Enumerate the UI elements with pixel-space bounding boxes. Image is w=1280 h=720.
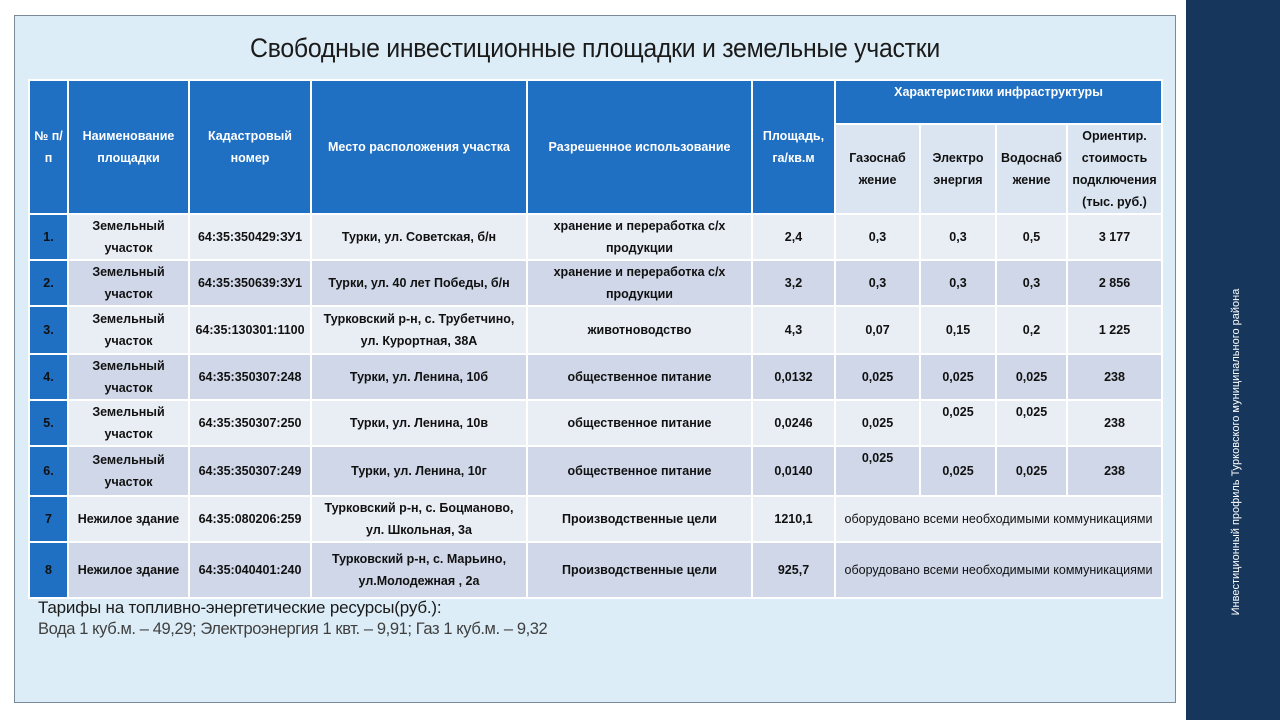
row-location: Турки, ул. Ленина, 10б [311, 354, 527, 400]
row-electricity: 0,15 [920, 306, 996, 354]
row-usage: общественное питание [527, 354, 752, 400]
header-cadastral: Кадастровый номер [189, 80, 311, 214]
row-usage: Производственные цели [527, 496, 752, 542]
row-cadastral: 64:35:130301:1100 [189, 306, 311, 354]
row-cost: 2 856 [1067, 260, 1162, 306]
row-area: 0,0246 [752, 400, 835, 446]
header-infra-group: Характеристики инфраструктуры [835, 80, 1162, 124]
row-name: Земельный участок [68, 354, 189, 400]
table-row [29, 354, 1162, 400]
table-row [29, 400, 1162, 446]
row-num: 4. [29, 354, 68, 400]
row-location: Турковский р-н, с. Трубетчино, ул. Курортная, 38А [311, 306, 527, 354]
row-name: Земельный участок [68, 214, 189, 260]
row-usage: Производственные цели [527, 542, 752, 598]
row-infra-note: оборудовано всеми необходимыми коммуникациями [835, 542, 1162, 598]
table-row [29, 446, 1162, 496]
row-usage: общественное питание [527, 446, 752, 496]
table-row [29, 542, 1162, 598]
header-location: Место расположения участка [311, 80, 527, 214]
row-area: 2,4 [752, 214, 835, 260]
row-usage: хранение и переработка с/х продукции [527, 214, 752, 260]
row-gas: 0,3 [835, 260, 920, 306]
row-infra-note: оборудовано всеми необходимыми коммуникациями [835, 496, 1162, 542]
row-name: Нежилое здание [68, 542, 189, 598]
row-num: 1. [29, 214, 68, 260]
row-water: 0,025 [996, 354, 1067, 400]
row-usage: общественное питание [527, 400, 752, 446]
header-electricity: Электро энергия [920, 124, 996, 214]
row-location: Турковский р-н, с. Боцманово, ул. Школьная, 3а [311, 496, 527, 542]
row-location: Турки, ул. Ленина, 10в [311, 400, 527, 446]
sites-table [28, 79, 1163, 599]
row-cost: 3 177 [1067, 214, 1162, 260]
table-row [29, 496, 1162, 542]
table-row [29, 260, 1162, 306]
row-area: 1210,1 [752, 496, 835, 542]
row-water: 0,3 [996, 260, 1067, 306]
row-cadastral: 64:35:350307:249 [189, 446, 311, 496]
row-cost: 238 [1067, 400, 1162, 446]
row-gas: 0,3 [835, 214, 920, 260]
tariffs-title: Тарифы на топливно-энергетические ресурсы(руб.): [38, 598, 442, 617]
row-location: Турки, ул. Ленина, 10г [311, 446, 527, 496]
header-name: Наименование площадки [68, 80, 189, 214]
row-gas: 0,025 [835, 446, 920, 496]
row-cost: 1 225 [1067, 306, 1162, 354]
row-cost: 238 [1067, 446, 1162, 496]
side-caption: Инвестиционный профиль Турковского муниципального района [1230, 288, 1242, 616]
tariffs-block [38, 598, 547, 639]
row-water: 0,025 [996, 400, 1067, 446]
row-cost: 238 [1067, 354, 1162, 400]
tariffs-values: Вода 1 куб.м. – 49,29; Электроэнергия 1 квт. – 9,91; Газ 1 куб.м. – 9,32 [38, 620, 548, 638]
row-electricity: 0,3 [920, 214, 996, 260]
row-area: 0,0140 [752, 446, 835, 496]
row-num: 6. [29, 446, 68, 496]
header-num: № п/п [29, 80, 68, 214]
row-cadastral: 64:35:350307:250 [189, 400, 311, 446]
row-gas: 0,025 [835, 400, 920, 446]
table-row [29, 306, 1162, 354]
row-water: 0,5 [996, 214, 1067, 260]
row-cadastral: 64:35:350429:ЗУ1 [189, 214, 311, 260]
table-row [29, 214, 1162, 260]
row-electricity: 0,025 [920, 446, 996, 496]
row-num: 2. [29, 260, 68, 306]
row-name: Земельный участок [68, 306, 189, 354]
row-water: 0,2 [996, 306, 1067, 354]
row-cadastral: 64:35:080206:259 [189, 496, 311, 542]
row-gas: 0,07 [835, 306, 920, 354]
header-area: Площадь, га/кв.м [752, 80, 835, 214]
row-name: Нежилое здание [68, 496, 189, 542]
header-cost: Ориентир. стоимость подключения (тыс. руб.) [1067, 124, 1162, 214]
row-electricity: 0,025 [920, 354, 996, 400]
row-cadastral: 64:35:040401:240 [189, 542, 311, 598]
row-usage: хранение и переработка с/х продукции [527, 260, 752, 306]
header-water: Водоснаб жение [996, 124, 1067, 214]
row-usage: животноводство [527, 306, 752, 354]
page-title: Свободные инвестиционные площадки и земельные участки [250, 33, 940, 63]
row-num: 7 [29, 496, 68, 542]
row-cadastral: 64:35:350307:248 [189, 354, 311, 400]
header-gas: Газоснаб жение [835, 124, 920, 214]
row-electricity: 0,3 [920, 260, 996, 306]
row-location: Турки, ул. Советская, б/н [311, 214, 527, 260]
row-location: Турковский р-н, с. Марьино, ул.Молодежная , 2а [311, 542, 527, 598]
row-area: 0,0132 [752, 354, 835, 400]
header-usage: Разрешенное использование [527, 80, 752, 214]
row-name: Земельный участок [68, 260, 189, 306]
row-area: 3,2 [752, 260, 835, 306]
row-num: 8 [29, 542, 68, 598]
row-location: Турки, ул. 40 лет Победы, б/н [311, 260, 527, 306]
row-water: 0,025 [996, 446, 1067, 496]
row-num: 3. [29, 306, 68, 354]
row-name: Земельный участок [68, 400, 189, 446]
row-cadastral: 64:35:350639:ЗУ1 [189, 260, 311, 306]
row-gas: 0,025 [835, 354, 920, 400]
row-electricity: 0,025 [920, 400, 996, 446]
row-area: 925,7 [752, 542, 835, 598]
row-num: 5. [29, 400, 68, 446]
row-name: Земельный участок [68, 446, 189, 496]
row-area: 4,3 [752, 306, 835, 354]
